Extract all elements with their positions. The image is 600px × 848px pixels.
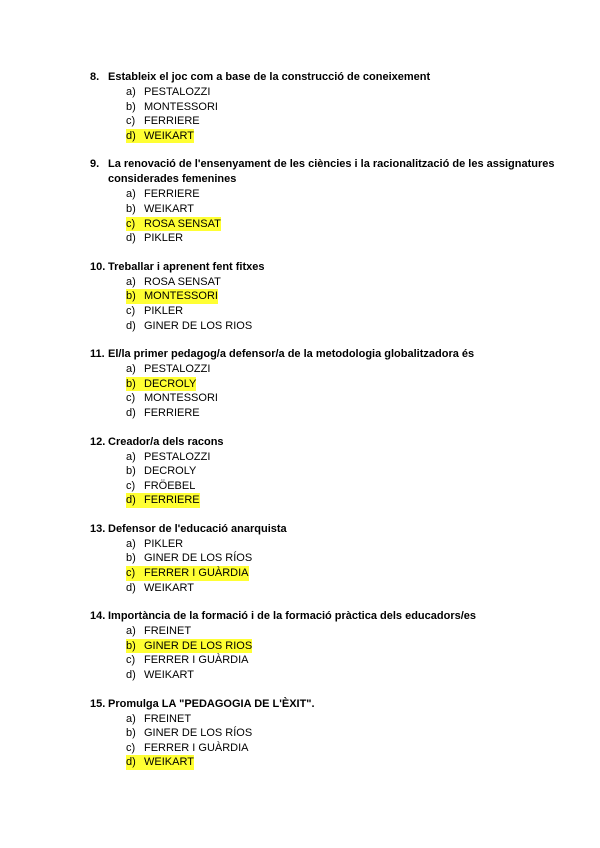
answer-option — [126, 581, 570, 596]
answer — [126, 362, 210, 377]
answer — [126, 581, 194, 596]
option-letter: a) — [126, 450, 136, 463]
option-letter: d) — [126, 232, 136, 245]
option-text: ROSA SENSAT — [144, 275, 221, 288]
question-number: 10. — [90, 260, 106, 273]
option-text: WEIKART — [144, 202, 194, 215]
option-letter: c) — [126, 741, 136, 754]
option-text: FREINET — [144, 625, 192, 638]
answer — [126, 231, 183, 246]
question-number: 11. — [90, 348, 105, 361]
answer-options — [126, 537, 570, 595]
answer — [126, 85, 210, 100]
answer-options — [126, 362, 570, 420]
option-text: PIKLER — [144, 232, 184, 245]
option-text: PESTALOZZI — [144, 450, 211, 463]
option-letter: a) — [126, 625, 136, 638]
option-letter: c) — [126, 654, 136, 667]
answer — [126, 187, 200, 202]
answer — [126, 668, 194, 683]
option-letter: a) — [126, 188, 136, 201]
question-item — [90, 157, 570, 245]
question-heading — [90, 435, 570, 450]
answer-option — [126, 100, 570, 115]
answer — [126, 741, 249, 756]
question-heading — [90, 70, 570, 85]
option-text: MONTESSORI — [144, 290, 218, 303]
answer — [126, 202, 194, 217]
highlighted-answer — [126, 566, 249, 581]
answer — [126, 100, 218, 115]
option-letter: a) — [126, 712, 136, 725]
answer — [126, 551, 252, 566]
question-text: Estableix el joc com a base de la construcció de coneixement — [108, 71, 431, 83]
answer-option — [126, 377, 570, 392]
answer-option — [126, 202, 570, 217]
question-text: Treballar i aprenent fent fitxes — [108, 260, 265, 273]
answer-option — [126, 551, 570, 566]
answer — [126, 319, 252, 334]
option-text: GINER DE LOS RIOS — [144, 639, 253, 652]
question-number: 13. — [90, 522, 106, 535]
question-text: El/la primer pedagog/a defensor/a de la metodologia globalitzadora és — [108, 348, 475, 361]
option-letter: c) — [126, 115, 136, 128]
answer-option — [126, 712, 570, 727]
answer-options — [126, 624, 570, 682]
option-text: GINER DE LOS RIOS — [144, 319, 253, 332]
option-letter: d) — [126, 494, 136, 507]
answer-option — [126, 755, 570, 770]
option-letter: b) — [126, 552, 136, 565]
option-letter: c) — [126, 479, 136, 492]
question-heading — [90, 609, 570, 624]
answer — [126, 537, 183, 552]
answer-option — [126, 741, 570, 756]
answer — [126, 450, 210, 465]
answer-option — [126, 129, 570, 144]
question-item — [90, 522, 570, 595]
question-text: Defensor de l'educació anarquista — [108, 522, 287, 535]
option-letter: d) — [126, 669, 136, 682]
option-letter: d) — [126, 581, 136, 594]
option-text: WEIKART — [144, 129, 194, 142]
option-letter: d) — [126, 319, 136, 332]
option-letter: b) — [126, 377, 136, 390]
option-letter: c) — [126, 304, 136, 317]
answer — [126, 653, 249, 668]
answer-option — [126, 653, 570, 668]
answer-option — [126, 566, 570, 581]
option-letter: b) — [126, 727, 136, 740]
option-letter: d) — [126, 406, 136, 419]
question-number: 14. — [90, 610, 106, 623]
answer — [126, 624, 191, 639]
answer-option — [126, 319, 570, 334]
question-text: La renovació de l'ensenyament de les ciències i la racionalització de les assignatures considerades femenines — [108, 158, 555, 186]
answer-options — [126, 187, 570, 245]
option-text: FERRIERE — [144, 494, 200, 507]
question-list — [90, 70, 570, 784]
answer-options — [126, 275, 570, 333]
option-letter: d) — [126, 756, 136, 769]
highlighted-answer — [126, 639, 252, 654]
answer-option — [126, 217, 570, 232]
option-text: FERRER I GUÀRDIA — [144, 654, 249, 667]
answer-option — [126, 726, 570, 741]
option-letter: c) — [126, 217, 136, 230]
option-letter: b) — [126, 100, 136, 113]
answer-option — [126, 537, 570, 552]
answer-option — [126, 362, 570, 377]
option-text: MONTESSORI — [144, 100, 218, 113]
answer-option — [126, 187, 570, 202]
question-number: 9. — [90, 158, 100, 171]
option-text: FERRIERE — [144, 188, 200, 201]
question-item — [90, 260, 570, 333]
option-letter: d) — [126, 129, 136, 142]
option-letter: b) — [126, 465, 136, 478]
option-letter: a) — [126, 363, 136, 376]
question-heading — [90, 522, 570, 537]
option-text: FERRIERE — [144, 115, 200, 128]
question-number: 15. — [90, 697, 106, 710]
answer-options — [126, 450, 570, 508]
question-item — [90, 697, 570, 770]
option-letter: a) — [126, 537, 136, 550]
question-text: Creador/a dels racons — [108, 435, 224, 448]
highlighted-answer — [126, 289, 218, 304]
answer-option — [126, 668, 570, 683]
answer-option — [126, 275, 570, 290]
answer-option — [126, 289, 570, 304]
answer — [126, 275, 221, 290]
option-text: GINER DE LOS RÍOS — [144, 552, 253, 565]
question-heading — [90, 697, 570, 712]
answer — [126, 464, 196, 479]
question-heading — [90, 157, 570, 187]
option-text: FERRER I GUÀRDIA — [144, 567, 249, 580]
option-letter: c) — [126, 567, 136, 580]
answer-option — [126, 624, 570, 639]
answer-option — [126, 391, 570, 406]
answer — [126, 479, 195, 494]
question-item — [90, 435, 570, 508]
question-heading — [90, 260, 570, 275]
option-letter: c) — [126, 392, 136, 405]
option-text: PIKLER — [144, 537, 184, 550]
option-text: PESTALOZZI — [144, 86, 211, 98]
option-letter: b) — [126, 202, 136, 215]
answer — [126, 391, 218, 406]
question-text: Importància de la formació i de la formació pràctica dels educadors/es — [108, 610, 477, 623]
highlighted-answer — [126, 377, 196, 392]
option-text: WEIKART — [144, 581, 194, 594]
answer-option — [126, 639, 570, 654]
question-text: Promulga LA "PEDAGOGIA DE L'ÈXIT". — [108, 697, 315, 710]
answer-option — [126, 493, 570, 508]
option-text: FRÖEBEL — [144, 479, 196, 492]
option-text: PESTALOZZI — [144, 363, 211, 376]
highlighted-answer — [126, 755, 194, 770]
answer-options — [126, 712, 570, 770]
question-heading — [90, 347, 570, 362]
option-text: FERRER I GUÀRDIA — [144, 741, 249, 754]
answer — [126, 304, 183, 319]
answer — [126, 406, 200, 421]
question-number: 8. — [90, 71, 100, 83]
option-text: WEIKART — [144, 756, 194, 769]
answer-options — [126, 85, 570, 143]
question-item — [90, 609, 570, 682]
answer-option — [126, 231, 570, 246]
option-letter: b) — [126, 639, 136, 652]
question-item — [90, 347, 570, 420]
answer-option — [126, 85, 570, 100]
option-text: GINER DE LOS RÍOS — [144, 727, 253, 740]
highlighted-answer — [126, 493, 200, 508]
option-letter: a) — [126, 275, 136, 288]
option-text: WEIKART — [144, 669, 194, 682]
option-text: MONTESSORI — [144, 392, 218, 405]
answer-option — [126, 406, 570, 421]
answer — [126, 726, 252, 741]
option-text: FREINET — [144, 712, 192, 725]
highlighted-answer — [126, 129, 194, 144]
answer-option — [126, 450, 570, 465]
option-text: FERRIERE — [144, 406, 200, 419]
option-text: DECROLY — [144, 377, 197, 390]
option-text: PIKLER — [144, 304, 184, 317]
answer-option — [126, 464, 570, 479]
answer — [126, 712, 191, 727]
answer-option — [126, 479, 570, 494]
answer-option — [126, 304, 570, 319]
answer — [126, 114, 200, 129]
option-letter: a) — [126, 86, 136, 98]
option-text: ROSA SENSAT — [144, 217, 221, 230]
option-letter: b) — [126, 290, 136, 303]
question-item — [90, 70, 570, 143]
answer-option — [126, 114, 570, 129]
question-number: 12. — [90, 435, 106, 448]
highlighted-answer — [126, 217, 221, 232]
option-text: DECROLY — [144, 465, 197, 478]
